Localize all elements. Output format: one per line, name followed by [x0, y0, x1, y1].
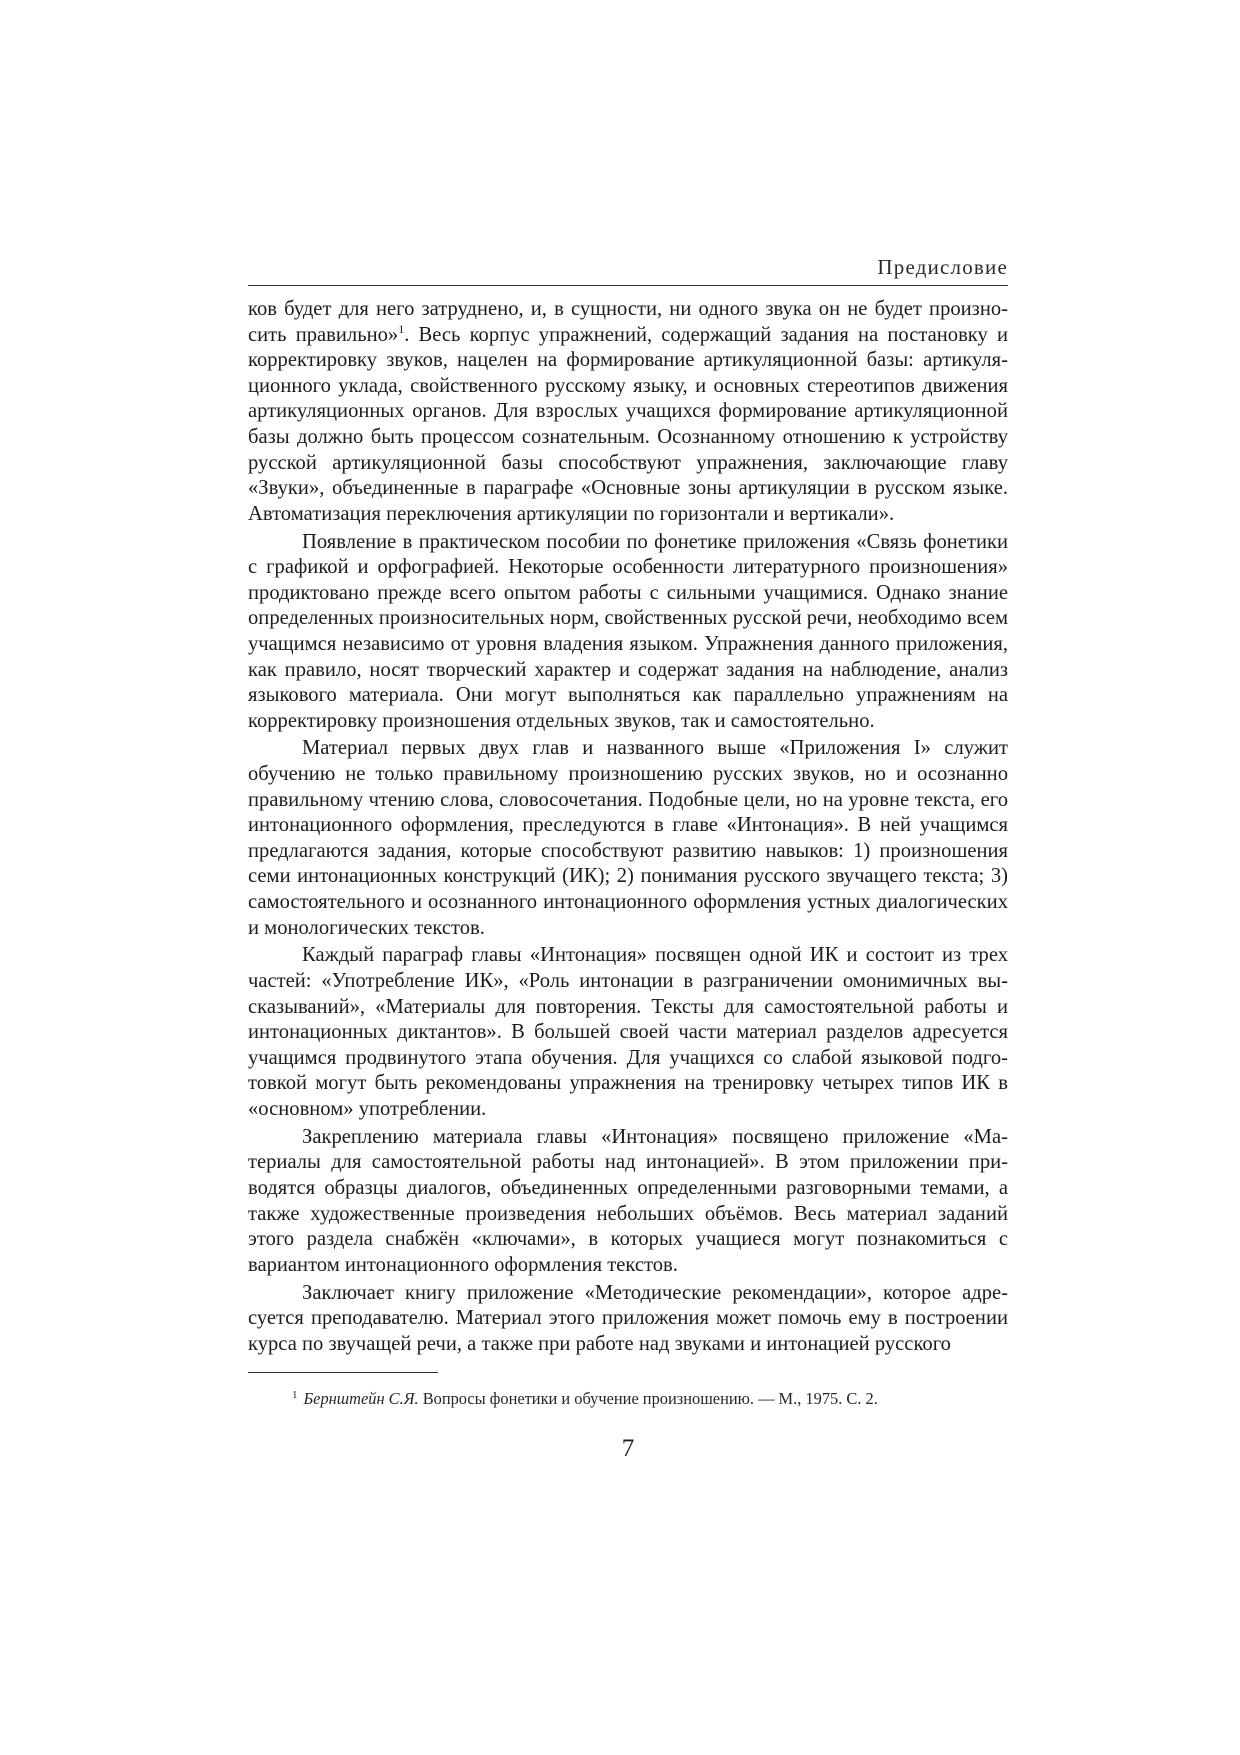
page-number: 7 — [621, 1435, 635, 1462]
paragraph-text: . Весь корпус упражнений, содержащий задания на постановку и корректировку звуков, нацелен на формирование артикуляционной базы: артикуляционного уклада, свойственного русскому языку, и основных стереотипов движения артикуляционных органов. Для взрослых учащихся формирование артикуляционной базы должно быть процессом сознательным. Осознанному отношению к устройству русской артикуляционной базы способствуют упражнения, заключающие главу «Звуки», объединенные в параграфе «Основные зоны артикуляции в русском языке. Автоматизация переключения артикуляции по горизонтали и вертикали». — [248, 323, 1008, 525]
footnote-reference: 1 — [398, 321, 405, 336]
paragraph-continuation — [248, 297, 1008, 527]
paragraph: Каждый параграф главы «Интонация» посвящен одной ИК и состоит из трех частей: «Употребление ИК», «Роль интонации в разграничении омонимичных высказываний», «Материалы для повторения. Тексты для самостоятельной работы и интонационных диктантов». В большей своей части материал разделов адресуется учащимся продвинутого этапа обучения. Для учащихся со слабой языковой подготовкой могут быть рекомендованы упражнения на тренировку четырех типов ИК в «основном» употреблении. — [248, 944, 1008, 1120]
footnote-author: Бернштейн С.Я. — [303, 1389, 419, 1408]
header-rule — [248, 285, 1008, 286]
main-text — [248, 297, 1008, 1359]
paragraph: Появление в практическом пособии по фонетике приложения «Связь фонетики с графикой и орфографией. Некоторые особенности литературного произношения» продиктовано прежде всего опытом работы с сильными учащимися. Однако знание определенных произносительных норм, свойственных русской речи, необходимо всем учащимся независимо от уровня владения языком. Упражнения данного приложения, как правило, носят творческий характер и содержат задания на наблюдение, анализ языкового материала. Они могут выполняться как параллельно упражнениям на корректировку произношения отдельных звуков, так и самостоятельно. — [248, 530, 1008, 732]
footnote-number: 1 — [292, 1388, 298, 1401]
paragraph: Материал первых двух глав и названного выше «Приложения I» служит обучению не только правильному произношению русских звуков, но и осознанно правильному чтению слова, словосочетания. Подобные цели, но на уровне текста, его интонационного оформления, преследуются в главе «Интонация». В ней учащимся предлагаются задания, которые способствуют развитию навыков: 1) произношения семи интонационных конструкций (ИК); 2) понимания русского звучащего текста; 3) самостоятельного и осознанного интонационного оформления устных диалогических и монологических текстов. — [248, 737, 1008, 939]
paragraph: Заключает книгу приложение «Методические рекомендации», которое адресуется преподавателю. Материал этого приложения может помочь ему в построении курса по звучащей речи, а также при работе над звуками и интонацией русского — [248, 1281, 1008, 1355]
running-head: Предисловие — [877, 255, 1008, 279]
paragraph: Закреплению материала главы «Интонация» посвящено приложение «Материалы для самостоятельной работы над интонацией». В этом приложении приводятся образцы диалогов, объединенных определенными разговорными темами, а также художественные произведения небольших объёмов. Весь материал заданий этого раздела снабжён «ключами», в которых учащиеся могут познакомиться с вариантом интонационного оформления текстов. — [248, 1125, 1008, 1276]
footnote — [292, 1388, 1008, 1410]
footnote-rule — [248, 1372, 438, 1373]
paragraph-text: ков будет для него затруднено, и, в сущности, ни одного звука он не будет произносить правильно» — [248, 298, 1008, 346]
footnote-text: Вопросы фонетики и обучение произношению. — М., 1975. С. 2. — [418, 1389, 878, 1408]
